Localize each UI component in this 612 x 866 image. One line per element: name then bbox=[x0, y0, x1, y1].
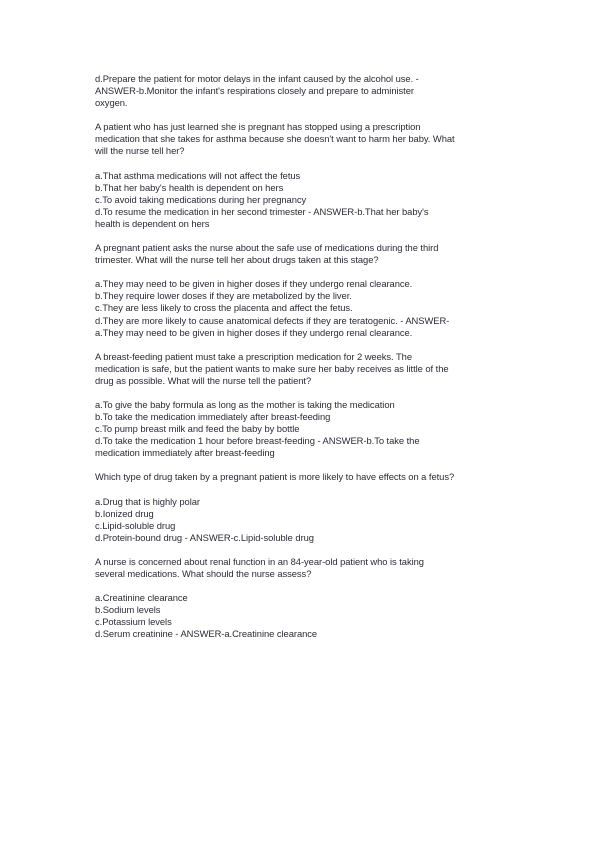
text-line: Which type of drug taken by a pregnant patient is more likely to have effects on a fetus? bbox=[95, 471, 455, 483]
question-paragraph bbox=[95, 471, 535, 483]
options-list bbox=[95, 592, 535, 640]
text-line: ANSWER-b.Monitor the infant's respirations closely and prepare to administer bbox=[95, 85, 414, 97]
option-line: health is dependent on hers bbox=[95, 217, 210, 229]
question-paragraph bbox=[95, 351, 535, 387]
text-line: will the nurse tell her? bbox=[95, 145, 185, 157]
text-line: drug as possible. What will the nurse tell the patient? bbox=[95, 374, 312, 386]
text-line: A pregnant patient asks the nurse about the safe use of medications during the third bbox=[95, 242, 439, 254]
option-line: c.Potassium levels bbox=[95, 616, 172, 628]
text-line: d.Prepare the patient for motor delays in the infant caused by the alcohol use. - bbox=[95, 73, 419, 84]
option-line: b.They require lower doses if they are metabolized by the liver. bbox=[95, 290, 352, 302]
text-line: medication is safe, but the patient wants to make sure her baby receives as little of the bbox=[95, 362, 449, 374]
option-line: a.Drug that is highly polar bbox=[95, 495, 200, 507]
options-list bbox=[95, 399, 535, 459]
option-line: c.Lipid-soluble drug bbox=[95, 519, 176, 531]
option-line: d.They are more likely to cause anatomical defects if they are teratogenic. - ANSWER- bbox=[95, 314, 450, 326]
option-line: a.That asthma medications will not affect the fetus bbox=[95, 169, 301, 181]
option-line: medication immediately after breast-feeding bbox=[95, 447, 275, 459]
option-line: a.They may need to be given in higher doses if they undergo renal clearance. bbox=[95, 326, 413, 338]
option-line: c.They are less likely to cross the placenta and affect the fetus. bbox=[95, 302, 353, 314]
option-line: a.They may need to be given in higher doses if they undergo renal clearance. bbox=[95, 278, 413, 290]
options-list bbox=[95, 496, 535, 544]
option-line: d.Protein-bound drug - ANSWER-c.Lipid-soluble drug bbox=[95, 531, 314, 543]
option-line: d.To resume the medication in her second trimester - ANSWER-b.That her baby's bbox=[95, 205, 429, 217]
option-line: b.To take the medication immediately after breast-feeding bbox=[95, 411, 331, 423]
option-line: b.Ionized drug bbox=[95, 507, 154, 519]
options-list bbox=[95, 278, 535, 338]
text-line: oxygen. bbox=[95, 97, 128, 109]
option-line: a.To give the baby formula as long as the mother is taking the medication bbox=[95, 398, 395, 410]
option-line: d.To take the medication 1 hour before breast-feeding - ANSWER-b.To take the bbox=[95, 435, 420, 447]
answer-paragraph bbox=[95, 73, 535, 109]
option-line: a.Creatinine clearance bbox=[95, 592, 188, 604]
option-line: b.That her baby's health is dependent on hers bbox=[95, 181, 284, 193]
text-line: several medications. What should the nurse assess? bbox=[95, 568, 312, 579]
question-paragraph bbox=[95, 121, 535, 157]
question-paragraph bbox=[95, 242, 535, 266]
option-line: c.To pump breast milk and feed the baby by bottle bbox=[95, 423, 300, 435]
option-line: b.Sodium levels bbox=[95, 604, 161, 616]
text-line: trimester. What will the nurse tell her about drugs taken at this stage? bbox=[95, 254, 379, 266]
option-line: d.Serum creatinine - ANSWER-a.Creatinine clearance bbox=[95, 628, 318, 640]
options-list bbox=[95, 170, 535, 230]
option-line: c.To avoid taking medications during her pregnancy bbox=[95, 193, 307, 205]
text-line: A breast-feeding patient must take a prescription medication for 2 weeks. The bbox=[95, 350, 412, 362]
text-line: A nurse is concerned about renal function in an 84-year-old patient who is taking bbox=[95, 555, 424, 567]
text-line: A patient who has just learned she is pregnant has stopped using a prescription bbox=[95, 121, 421, 133]
document-body bbox=[95, 73, 535, 652]
question-paragraph bbox=[95, 556, 535, 580]
text-line: medication that she takes for asthma because she doesn't want to harm her baby. What bbox=[95, 133, 455, 145]
